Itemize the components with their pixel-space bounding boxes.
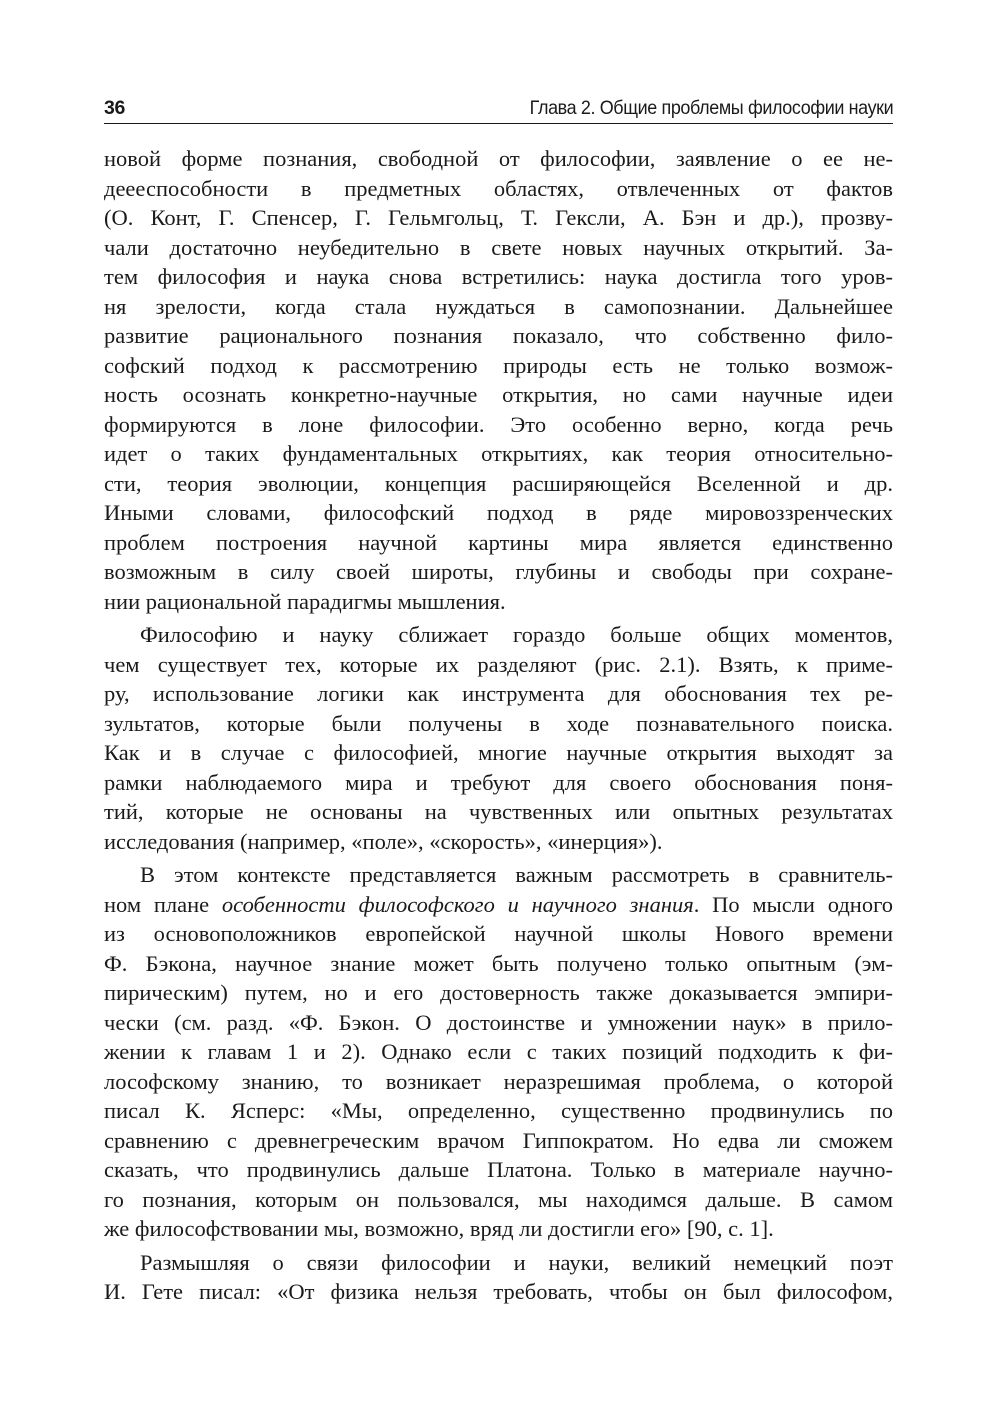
text-fragment: ном плане [104,891,222,917]
text-line: деееспособности в предметных областях, отвлеченных от фактов [104,175,893,201]
text-line: же философствовании мы, возможно, вряд ли достигли его» [90, с. 1]. [104,1216,774,1241]
text-line: ность осознать конкретно-научные открытия, но сами научные идеи [104,382,893,407]
text-line: сравнению с древнегреческим врачом Гиппократом. Но едва ли сможем [104,1127,893,1153]
text-line: зультатов, которые были получены в ходе познавательного поиска. [104,710,893,736]
text-line: го познания, которым он пользовался, мы находимся дальше. В самом [104,1186,893,1212]
text-line: развитие рационального познания показало, что собственно фило- [104,323,893,348]
page-number: 36 [104,97,126,119]
body-text [104,144,893,1307]
text-line: Философию и науку сближает гораздо больше общих моментов, [140,622,893,647]
text-line: возможным в силу своей широты, глубины и свободы при сохране- [104,559,893,584]
chapter-title: Глава 2. Общие проблемы философии науки [529,97,893,119]
text-line: сти, теория эволюции, концепция расширяющейся Вселенной и др. [104,470,893,496]
paragraph-4 [104,1248,893,1307]
text-line: чали достаточно неубедительно в свете новых научных открытий. За- [104,234,893,260]
text-line: И. Гете писал: «От физика нельзя требовать, чтобы он был философом, [104,1279,893,1304]
text-line: Как и в случае с философией, многие научные открытия выходят за [104,740,893,765]
text-line: лософскому знанию, то возникает неразрешимая проблема, о которой [104,1068,893,1094]
text-line: исследования (например, «поле», «скорость», «инерция»). [104,828,663,854]
text-line: тем философия и наука снова встретились: наука достигла того уров- [104,264,893,289]
emphasized-term: особенности философского и научного знания [221,891,694,917]
text-line: пирическим) путем, но и его достоверность также доказывается эмпири- [104,980,893,1005]
text-line: из основоположников европейской научной школы Нового времени [104,921,893,946]
paragraph-1 [104,144,893,616]
text-line: новой форме познания, свободной от философии, заявление о ее не- [104,146,893,171]
text-line: нии рациональной парадигмы мышления. [104,588,506,614]
text-line: идет о таких фундаментальных открытиях, как теория относительно- [104,441,893,466]
running-header [104,93,893,124]
text-line: проблем построения научной картины мира является единственно [104,529,893,555]
text-line: рамки наблюдаемого мира и требуют для своего обоснования поня- [104,769,893,795]
text-line: тий, которые не основаны на чувственных или опытных результатах [104,799,893,824]
paragraph-2 [104,620,893,856]
paragraph-3 [104,860,893,1244]
text-line: В этом контексте представляется важным рассмотреть в сравнитель- [140,862,893,887]
text-fragment: . По мысли одного [693,891,893,917]
text-line: (О. Конт, Г. Спенсер, Г. Гельмгольц, Т. Гексли, А. Бэн и др.), прозву- [104,205,893,230]
text-line-with-emphasis [104,890,893,920]
text-line: Иными словами, философский подход в ряде мировоззренческих [104,500,893,525]
text-line: чески (см. разд. «Ф. Бэкон. О достоинстве и умножении наук» в прило- [104,1009,893,1035]
text-line: сказать, что продвинулись дальше Платона. Только в материале научно- [104,1157,893,1182]
text-line: софский подход к рассмотрению природы есть не только возмож- [104,352,893,378]
text-line: формируются в лоне философии. Это особенно верно, когда речь [104,411,893,437]
text-line: Ф. Бэкона, научное знание может быть получено только опытным (эм- [104,950,893,976]
text-line: чем существует тех, которые их разделяют (рис. 2.1). Взять, к приме- [104,651,893,677]
text-line: жении к главам 1 и 2). Однако если с таких позиций подходить к фи- [104,1039,893,1064]
text-line: ня зрелости, когда стала нуждаться в самопознании. Дальнейшее [104,293,893,319]
text-line: ру, использование логики как инструмента для обоснования тех ре- [104,681,893,706]
text-line: писал К. Ясперс: «Мы, определенно, существенно продвинулись по [104,1098,893,1123]
text-line: Размышляя о связи философии и науки, великий немецкий поэт [140,1249,893,1275]
